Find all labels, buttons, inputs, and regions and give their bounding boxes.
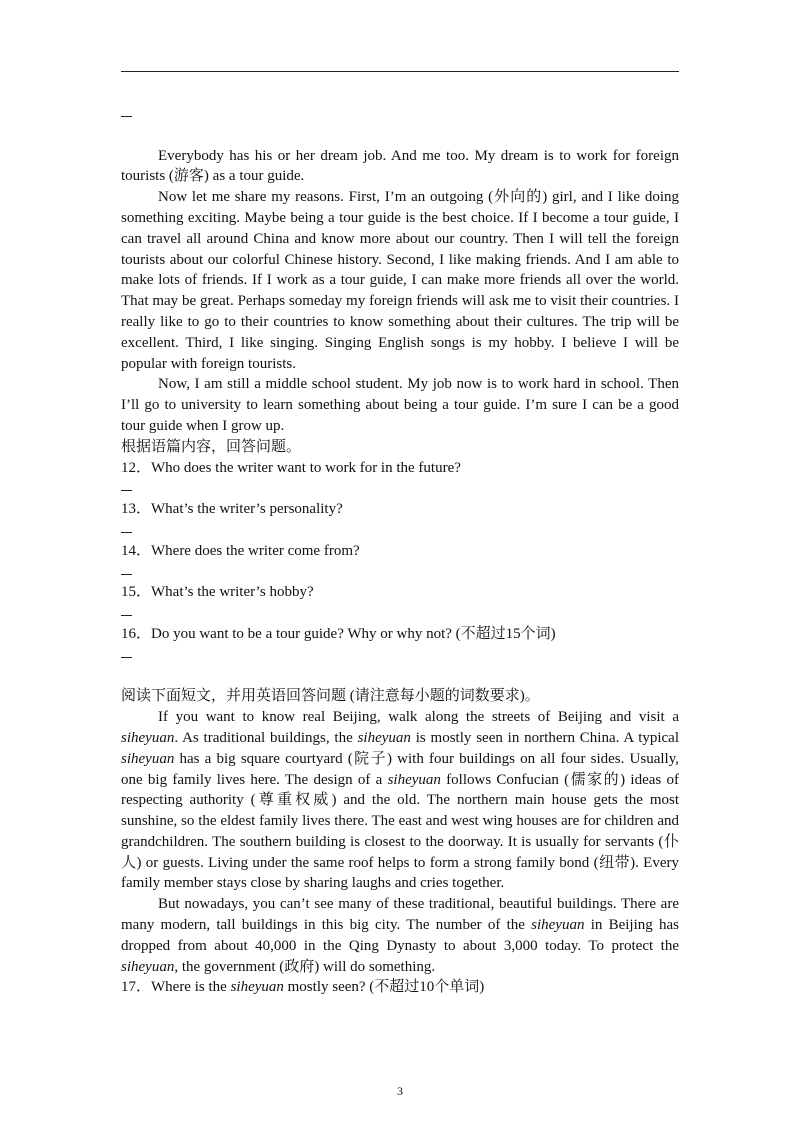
question-17: 17．Where is the siheyuan mostly seen? (不超过10个单词) [121, 979, 485, 996]
passage1-instruction: 根据语篇内容，回答问题。 [121, 438, 302, 455]
answer-line [121, 520, 132, 541]
term-siheyuan: siheyuan [357, 729, 411, 746]
term-siheyuan: siheyuan [531, 917, 585, 934]
term-siheyuan: siheyuan [121, 958, 175, 975]
answer-line [121, 478, 132, 499]
answer-line [121, 562, 132, 583]
passage2-paragraph-2: But nowadays, you can’t see many of these traditional, beautiful buildings. There are many modern, tall buildings in this big city. The number of the siheyuan in Beijing has dropped from about 40,000 in the Qing Dynasty to about 3,000 today. To protect the siheyuan, the government (政府) will do something. [121, 896, 679, 975]
passage2-instruction: 阅读下面短文，并用英语回答问题 (请注意每小题的词数要求)。 [121, 688, 540, 705]
question-13: 13．What’s the writer’s personality? [121, 501, 343, 518]
term-siheyuan: siheyuan [121, 750, 175, 767]
term-siheyuan: siheyuan [387, 771, 441, 788]
passage2-paragraph-1: If you want to know real Beijing, walk along the streets of Beijing and visit a siheyuan. As traditional buildings, the siheyuan is mostly seen in northern China. A typical siheyuan has a big square courtyard (院子) with four buildings on all four sides. Usually, one big family lives here. The design of a siheyuan follows Confucian (儒家的) ideas of respecting authority (尊重权威) and the old. The northern main house gets the most sunshine, so the eldest family lives there. The east and west wing houses are for children and grandchildren. The southern building is closest to the doorway. It is usually for servants (仆人) or guests. Living under the same roof helps to form a strong family bond (纽带). Every family member stays close by sharing laughs and cries together. [121, 709, 680, 892]
page-content [121, 104, 679, 998]
term-siheyuan: siheyuan [230, 979, 284, 996]
question-15: 15．What’s the writer’s hobby? [121, 584, 314, 601]
header-rule [121, 71, 679, 72]
passage1-paragraph-1: Everybody has his or her dream job. And me too. My dream is to work for foreign tourists (游客) as a tour guide. [121, 147, 679, 185]
question-16: 16．Do you want to be a tour guide? Why or why not? (不超过15个词) [121, 625, 556, 642]
term-siheyuan: siheyuan [121, 729, 175, 746]
passage1-paragraph-3: Now, I am still a middle school student. My job now is to work hard in school. Then I’ll go to university to learn something about being a tour guide. I’m sure I can be a good tour guide when I grow up. [121, 376, 679, 434]
passage1-paragraph-2: Now let me share my reasons. First, I’m an outgoing (外向的) girl, and I like doing something exciting. Maybe being a tour guide is the best choice. If I become a tour guide, I can travel all around China and know more about our country. Then I will tell the foreign tourists about our colorful Chinese history. Second, I like making friends. And I am able to make lots of friends. If I work as a tour guide, I can make more friends all over the world. That may be great. Perhaps someday my foreign friends will ask me to visit their countries. I really like to go to their countries to know something about their cultures. The trip will be excellent. Third, I like singing. Singing English songs is my hobby. I believe I will be popular with foreign tourists. [121, 189, 679, 372]
question-12: 12．Who does the writer want to work for in the future? [121, 459, 461, 476]
answer-line [121, 645, 132, 666]
page-number: 3 [397, 1084, 403, 1098]
question-14: 14．Where does the writer come from? [121, 542, 360, 559]
answer-line [121, 104, 132, 125]
answer-line [121, 603, 132, 624]
